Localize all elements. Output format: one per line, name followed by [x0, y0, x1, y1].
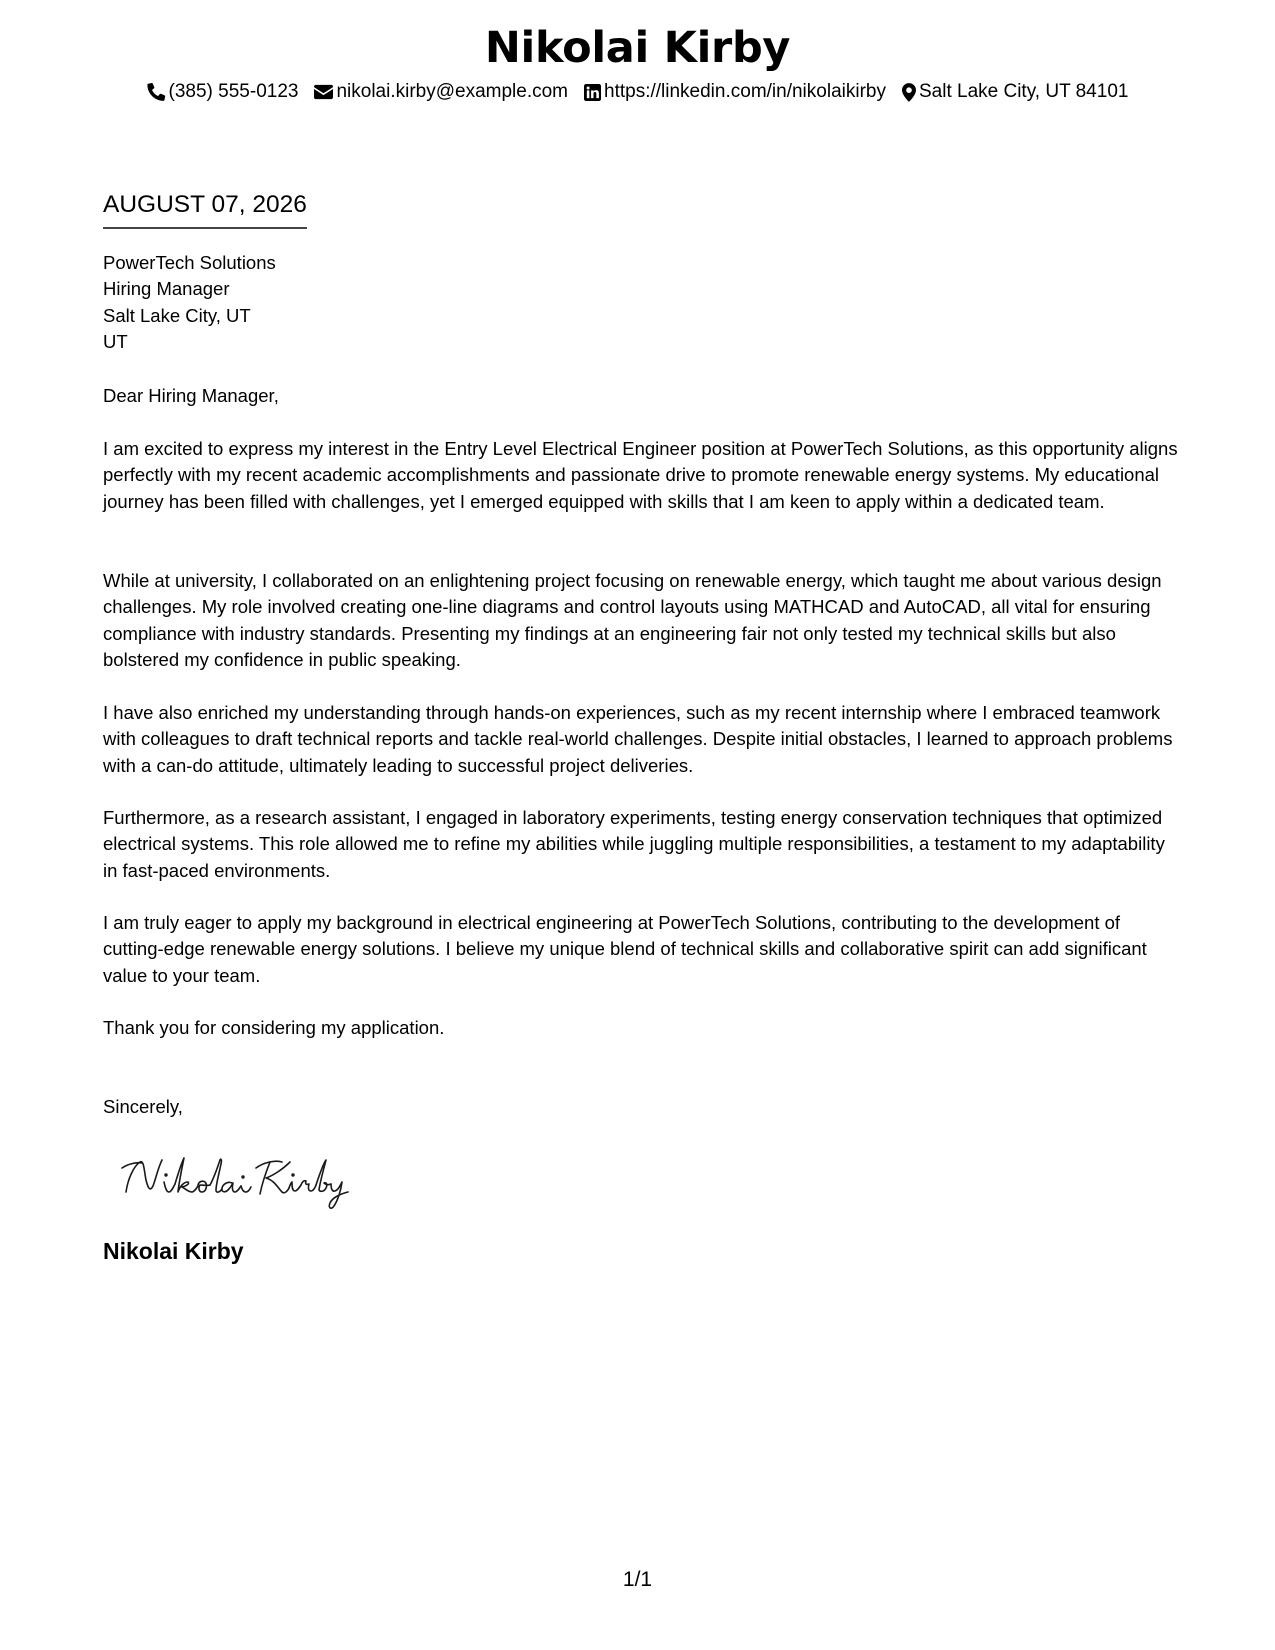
body-paragraph-5: I am truly eager to apply my background in electrical engineering at PowerTech Solutions, contributing to the development of cutting-edge renewable energy solutions. I believe my unique blend of technical skills and collaborative spirit can add significant value to your team. — [103, 912, 1147, 986]
phone-text: (385) 555-0123 — [168, 81, 299, 102]
envelope-icon — [314, 84, 333, 100]
recipient-state: UT — [103, 331, 128, 353]
email-link[interactable]: nikolai.kirby@example.com — [336, 81, 569, 102]
body-paragraph-3: I have also enriched my understanding through hands-on experiences, such as my recent internship where I embraced teamwork with colleagues to draft technical reports and tackle real-world challenges. Despite initial obstacles, I learned to approach problems with a can-do attitude, ultimately leading to successful project deliveries. — [103, 702, 1173, 776]
recipient-block — [103, 250, 276, 356]
recipient-company: PowerTech Solutions — [103, 252, 276, 273]
contact-location — [902, 79, 1128, 105]
map-marker-icon — [902, 83, 916, 102]
contact-email — [314, 79, 568, 105]
candidate-name: Nikolai Kirby — [484, 23, 791, 73]
recipient-city: Salt Lake City, UT — [103, 304, 251, 326]
closing-line: Thank you for considering my application. — [103, 1017, 445, 1038]
sign-off: Sincerely, — [103, 1096, 183, 1117]
linkedin-icon — [584, 84, 601, 101]
signature-image — [120, 1148, 360, 1210]
phone-icon — [147, 83, 166, 102]
page-indicator: 1/1 — [622, 1568, 653, 1591]
handwritten-signature — [120, 1148, 360, 1210]
linkedin-link[interactable]: https://linkedin.com/in/nikolaikirby — [604, 81, 886, 102]
contact-bar — [0, 79, 1275, 105]
letter-date: AUGUST 07, 2026 — [103, 188, 307, 229]
contact-linkedin — [584, 79, 886, 105]
recipient-title: Hiring Manager — [103, 278, 230, 300]
location-text: Salt Lake City, UT 84101 — [918, 81, 1129, 102]
body-paragraph-4: Furthermore, as a research assistant, I engaged in laboratory experiments, testing energy conservation techniques that optimized electrical systems. This role allowed me to refine my abilities while juggling multiple responsibilities, a testament to my adaptability in fast-paced environments. — [103, 807, 1165, 881]
body-paragraph-1: I am excited to express my interest in the Entry Level Electrical Engineer position at PowerTech Solutions, as this opportunity aligns perfectly with my recent academic accomplishments and passionate drive to promote renewable energy systems. My educational journey has been filled with challenges, yet I emerged equipped with skills that I am keen to apply within a dedicated team. — [103, 438, 1178, 512]
body-paragraph-2: While at university, I collaborated on an enlightening project focusing on renewable energy, which taught me about various design challenges. My role involved creating one-line diagrams and control layouts using MATHCAD and AutoCAD, all vital for ensuring compliance with industry standards. Presenting my findings at an engineering fair not only tested my technical skills but also bolstered my confidence in public speaking. — [103, 570, 1162, 671]
salutation: Dear Hiring Manager, — [103, 385, 279, 406]
contact-phone — [147, 79, 299, 105]
signer-name: Nikolai Kirby — [103, 1238, 244, 1264]
